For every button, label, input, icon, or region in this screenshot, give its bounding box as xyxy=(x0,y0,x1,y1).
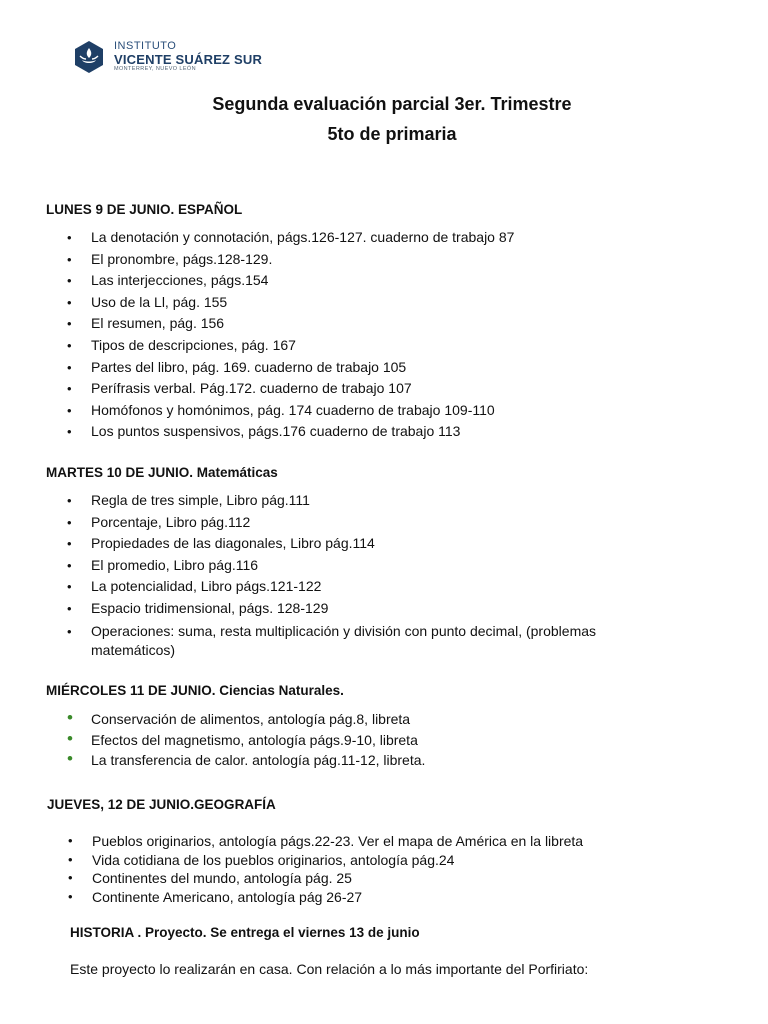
list-item-text: Efectos del magnetismo, antología págs.9-10, libreta xyxy=(91,731,418,748)
list-item xyxy=(0,576,661,598)
document-subtitle: 5to de primaria xyxy=(327,124,457,144)
bullet-icon: • xyxy=(67,623,72,639)
section-heading-espanol: LUNES 9 DE JUNIO. ESPAÑOL xyxy=(46,202,243,217)
bullet-icon: • xyxy=(67,728,73,748)
list-item xyxy=(0,490,661,512)
list-item xyxy=(0,620,661,660)
list-item-text: Porcentaje, Libro pág.112 xyxy=(91,513,251,530)
bullet-icon: • xyxy=(67,493,72,508)
bullet-icon: • xyxy=(67,230,72,245)
list-item-text: Continente Americano, antología pág 26-27 xyxy=(92,888,363,905)
list-item-text: El promedio, Libro pág.116 xyxy=(91,556,259,573)
logo-line-location: MONTERREY, NUEVO LEÓN xyxy=(114,66,196,73)
list-item xyxy=(0,512,661,534)
list-item-text: Perífrasis verbal. Pág.172. cuaderno de trabajo 107 xyxy=(91,380,412,397)
list-item xyxy=(0,709,661,730)
list-item-text: Propiedades de las diagonales, Libro pág.114 xyxy=(91,535,375,552)
bullet-icon: • xyxy=(67,402,72,418)
list-item-text: La transferencia de calor. antología pág.11-12, libreta. xyxy=(91,752,426,768)
section-heading-geografia: JUEVES, 12 DE JUNIO.GEOGRAFÍA xyxy=(47,797,276,812)
list-item-text: Los puntos suspensivos, págs.176 cuaderno de trabajo 113 xyxy=(91,423,461,440)
bullet-icon: • xyxy=(67,536,72,552)
list-item xyxy=(0,555,661,577)
bullet-icon: • xyxy=(68,851,73,867)
list-item-text: Conservación de alimentos, antología pág.8, libreta xyxy=(91,711,411,727)
historia-paragraph: Este proyecto lo realizarán en casa. Con relación a lo más importante del Porfiriato: xyxy=(70,961,589,977)
bullet-icon: • xyxy=(67,316,72,332)
bullet-icon: • xyxy=(67,359,72,375)
logo-line-institute: INSTITUTO xyxy=(114,40,177,53)
list-item-text: Pueblos originarios, antología págs.22-23. Ver el mapa de América en la libreta xyxy=(92,833,584,849)
list-item xyxy=(0,533,661,555)
bullet-icon: • xyxy=(67,424,72,440)
section-heading-matematicas: MARTES 10 DE JUNIO. Matemáticas xyxy=(46,465,278,480)
bullet-icon: • xyxy=(67,557,72,573)
list-item-text: Las interjecciones, págs.154 xyxy=(91,272,269,289)
list-item xyxy=(0,378,661,400)
topic-list-matematicas xyxy=(0,490,661,660)
bullet-icon: • xyxy=(67,514,72,530)
list-item xyxy=(0,335,661,357)
list-item-text: El pronombre, págs.128-129. xyxy=(91,250,273,267)
list-item xyxy=(0,292,661,314)
list-item-text: El resumen, pág. 156 xyxy=(91,315,225,332)
list-item xyxy=(0,227,661,249)
list-item xyxy=(0,357,661,379)
list-item xyxy=(0,598,661,620)
list-item xyxy=(0,730,661,751)
list-item xyxy=(0,249,661,271)
bullet-icon: • xyxy=(68,888,73,904)
topic-list-espanol xyxy=(0,227,661,443)
school-emblem-icon xyxy=(72,40,106,74)
list-item xyxy=(0,421,661,443)
list-item xyxy=(0,888,662,907)
list-item xyxy=(0,270,661,292)
bullet-icon: • xyxy=(67,749,73,768)
list-item-text: Homófonos y homónimos, pág. 174 cuaderno de trabajo 109-110 xyxy=(91,401,495,418)
bullet-icon: • xyxy=(67,381,72,397)
list-item-text: Continentes del mundo, antología pág. 25 xyxy=(92,870,352,886)
list-item-text: Operaciones: suma, resta multiplicación y división con punto decimal, (problemas matemáticos) xyxy=(91,622,597,658)
section-heading-historia: HISTORIA . Proyecto. Se entrega el viernes 13 de junio xyxy=(70,925,420,940)
list-item-text: Espacio tridimensional, págs. 128-129 xyxy=(91,599,329,616)
list-item xyxy=(0,313,661,335)
bullet-icon: • xyxy=(67,294,72,310)
bullet-icon: • xyxy=(68,833,73,848)
document-title: Segunda evaluación parcial 3er. Trimestre xyxy=(212,94,572,114)
list-item-text: Partes del libro, pág. 169. cuaderno de trabajo 105 xyxy=(91,358,407,375)
bullet-icon: • xyxy=(68,870,73,885)
list-item xyxy=(0,869,662,888)
list-item xyxy=(0,750,661,771)
bullet-icon: • xyxy=(67,579,72,595)
list-item-text: La denotación y connotación, págs.126-127. cuaderno de trabajo 87 xyxy=(91,229,515,245)
list-item xyxy=(0,832,662,851)
topic-list-ciencias xyxy=(0,709,661,771)
bullet-icon: • xyxy=(67,337,72,353)
bullet-icon: • xyxy=(67,600,72,616)
list-item xyxy=(0,851,662,870)
list-item-text: La potencialidad, Libro págs.121-122 xyxy=(91,578,322,595)
list-item xyxy=(0,400,661,422)
list-item-text: Uso de la Ll, pág. 155 xyxy=(91,293,228,310)
list-item-text: Tipos de descripciones, pág. 167 xyxy=(91,336,296,353)
logo-line-name: VICENTE SUÁREZ SUR xyxy=(114,51,263,67)
topic-list-geografia xyxy=(0,832,662,906)
bullet-icon: • xyxy=(67,273,72,289)
list-item-text: Vida cotidiana de los pueblos originarios, antología pág.24 xyxy=(92,851,455,868)
list-item-text: Regla de tres simple, Libro pág.111 xyxy=(91,492,310,508)
section-heading-ciencias: MIÉRCOLES 11 DE JUNIO. Ciencias Naturales. xyxy=(46,683,344,698)
bullet-icon: • xyxy=(67,251,72,267)
school-logo xyxy=(72,40,262,74)
bullet-icon: • xyxy=(67,708,73,727)
